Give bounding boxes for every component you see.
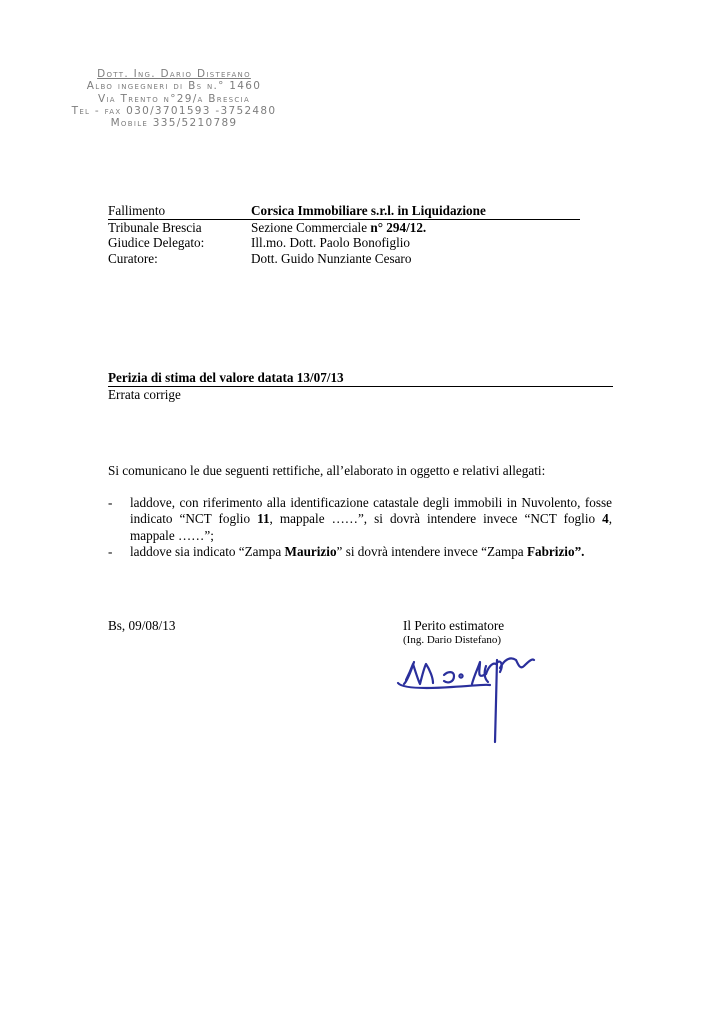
fallimento-value: Corsica Immobiliare s.r.l. in Liquidazione bbox=[251, 203, 486, 218]
list-item bbox=[108, 544, 612, 560]
bullet-bold: Maurizio bbox=[284, 544, 337, 560]
bullet-text-part: , mappale ……”; bbox=[130, 511, 612, 543]
perizia-block bbox=[108, 370, 613, 402]
bullet-text-part: laddove sia indicato “Zampa bbox=[130, 544, 285, 560]
letterhead-address: Via Trento n°29/a Brescia bbox=[97, 92, 251, 105]
perizia-title: Perizia di stima del valore datata 13/07/13 bbox=[108, 370, 613, 387]
sezione-value bbox=[251, 220, 426, 236]
case-row-fallimento bbox=[108, 203, 580, 220]
tribunale-label: Tribunale Brescia bbox=[108, 219, 202, 235]
giudice-value: Ill.mo. Dott. Paolo Bonofiglio bbox=[251, 235, 410, 251]
bullet-bold: 4 bbox=[602, 511, 609, 527]
corrections-list bbox=[108, 495, 612, 561]
letterhead bbox=[64, 68, 284, 129]
bullet-text-part: , mappale ……”, si dovrà intendere invece “NCT foglio bbox=[269, 511, 603, 527]
case-info bbox=[108, 203, 580, 266]
curatore-value: Dott. Guido Nunziante Cesaro bbox=[251, 250, 412, 266]
case-row-curatore bbox=[108, 251, 580, 267]
curatore-label: Curatore: bbox=[108, 250, 158, 266]
bullet-text bbox=[130, 544, 612, 560]
letterhead-phone: Tel - fax 030/3701593 -3752480 bbox=[71, 104, 277, 117]
letterhead-albo: Albo ingegneri di Bs n.° 1460 bbox=[86, 80, 262, 93]
bullet-text-part: laddove, con riferimento alla identificazione catastale degli immobili in Nuvolento, fosse indicato “NCT foglio bbox=[130, 495, 612, 527]
fallimento-label: Fallimento bbox=[108, 203, 166, 218]
bullet-bold: 11 bbox=[257, 511, 270, 527]
perito-title: Il Perito estimatore bbox=[403, 618, 505, 633]
sezione-text: Sezione Commerciale bbox=[251, 219, 371, 235]
letterhead-name: Dott. Ing. Dario Distefano bbox=[97, 68, 251, 80]
document-date: Bs, 09/08/13 bbox=[108, 618, 176, 633]
bullet-text-part: ” si dovrà intendere invece “Zampa bbox=[336, 544, 527, 560]
giudice-label: Giudice Delegato: bbox=[108, 235, 205, 251]
letterhead-mobile: Mobile 335/5210789 bbox=[110, 117, 238, 130]
bullet-text bbox=[130, 495, 612, 544]
case-row-giudice bbox=[108, 235, 580, 251]
list-item bbox=[108, 495, 612, 544]
signature-image bbox=[392, 640, 542, 750]
perizia-subtitle: Errata corrige bbox=[108, 386, 181, 402]
bullet-dash: - bbox=[108, 495, 113, 510]
bullet-dash: - bbox=[108, 544, 113, 560]
sezione-number: n° 294/12. bbox=[370, 219, 427, 235]
case-row-tribunale bbox=[108, 220, 580, 236]
perito-name: (Ing. Dario Distefano) bbox=[403, 634, 502, 646]
bullet-bold: Fabrizio”. bbox=[526, 544, 585, 560]
intro-text: Si comunicano le due seguenti rettifiche, all’elaborato in oggetto e relativi allegati: bbox=[108, 463, 546, 478]
